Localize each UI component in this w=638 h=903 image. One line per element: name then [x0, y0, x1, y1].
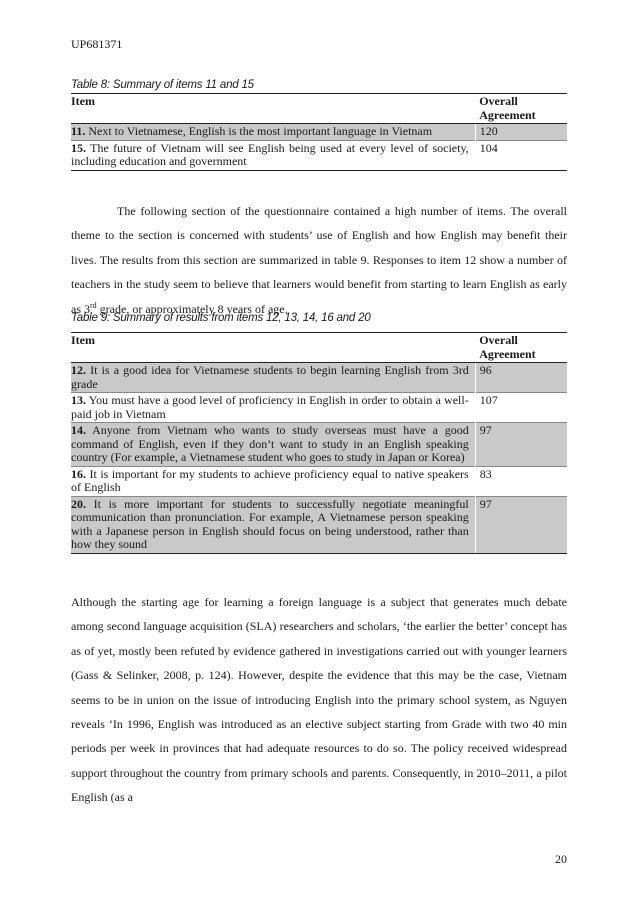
- table9-col-item: Item: [71, 333, 475, 363]
- table-row: [71, 496, 567, 553]
- table-cell-agreement: 83: [475, 466, 567, 496]
- table-cell-item: [71, 363, 475, 393]
- table-cell-agreement: 97: [475, 423, 567, 467]
- table-cell-agreement: 120: [475, 124, 567, 141]
- table-cell-item: [71, 466, 475, 496]
- table9: [71, 332, 567, 554]
- item-text: You must have a good level of proficiency in English in order to obtain a well-paid job in Vietnam: [71, 393, 469, 421]
- table-cell-agreement: 107: [475, 393, 567, 423]
- table-row: [71, 363, 567, 393]
- item-text: The future of Vietnam will see English being used at every level of society, including education and government: [71, 140, 469, 168]
- table8-caption: Table 8: Summary of items 11 and 15: [71, 79, 254, 91]
- table8-header-row: [71, 94, 567, 124]
- paragraph-text-end: grade, or approximately 8 years of age.: [96, 301, 288, 316]
- table8-col-agreement: Overall Agreement: [475, 94, 567, 124]
- table8-col-item: Item: [71, 94, 475, 124]
- table-cell-item: [71, 393, 475, 423]
- table9-header-row: [71, 333, 567, 363]
- table9-caption: Table 9: Summary of results from items 12, 13, 14, 16 and 20: [71, 312, 371, 324]
- table8: [71, 93, 567, 171]
- table-row: [71, 140, 567, 170]
- document-id: UP681371: [71, 37, 123, 51]
- item-text: Next to Vietnamese, English is the most important language in Vietnam: [88, 124, 433, 138]
- table-cell-agreement: 104: [475, 140, 567, 170]
- table-cell-item: [71, 423, 475, 467]
- table-cell-agreement: 96: [475, 363, 567, 393]
- table-row: [71, 423, 567, 467]
- paragraph-text: The following section of the questionnaire contained a high number of items. The overall theme to the section is concerned with students’ use of English and how English may benefit their lives. The results from this section are summarized in table 9. Responses to item 12 show a number of teachers in the study seem to believe that learners would benefit from starting to learn English as early as 3: [71, 204, 567, 316]
- table-row: [71, 124, 567, 141]
- item-number: 13.: [71, 393, 86, 407]
- item-number: 14.: [71, 423, 86, 437]
- item-text: Anyone from Vietnam who wants to study overseas must have a good command of English, even if they don’t want to study in an English speaking country (For example, a Vietnamese student who goes to study in Japan or Korea): [71, 423, 469, 464]
- table9-col-agreement: Overall Agreement: [475, 333, 567, 363]
- table-row: [71, 393, 567, 423]
- table-cell-item: [71, 496, 475, 553]
- item-text: It is more important for students to successfully negotiate meaningful communication than pronunciation. For example, A Vietnamese person speaking with a Japanese person in English should focus on being understood, rather than how they sound: [71, 496, 469, 551]
- item-number: 11.: [71, 124, 86, 138]
- body-paragraph-2: Although the starting age for learning a foreign language is a subject that generates much debate among second language acquisition (SLA) researchers and scholars, ‘the earlier the better’ concept has as of yet, mostly been refuted by evidence gathered in investigations carried out with younger learners (Gass & Selinker, 2008, p. 124). However, despite the evidence that this may be the case, Vietnam seems to be in union on the issue of introducing English into the primary school system, as Nguyen reveals ‘In 1996, English was introduced as an elective subject starting from Grade with two 40 min periods per week in provinces that had adequate resources to do so. The policy received widespread support throughout the country from primary schools and parents. Consequently, in 2010–2011, a pilot English (as a: [71, 595, 567, 805]
- page-number: 20: [555, 852, 567, 866]
- table-cell-item: [71, 140, 475, 170]
- table-cell-item: [71, 124, 475, 141]
- item-number: 20.: [71, 496, 86, 511]
- item-number: 12.: [71, 363, 86, 377]
- table-cell-agreement: 97: [475, 496, 567, 553]
- item-text: It is a good idea for Vietnamese students to begin learning English from 3rd grade: [71, 363, 469, 391]
- body-paragraph-1: [71, 199, 567, 321]
- table-row: [71, 466, 567, 496]
- item-number: 16.: [71, 466, 86, 481]
- item-number: 15.: [71, 140, 86, 155]
- item-text: It is important for my students to achieve proficiency equal to native speakers of English: [71, 466, 469, 494]
- ordinal-superscript: rd: [90, 300, 97, 310]
